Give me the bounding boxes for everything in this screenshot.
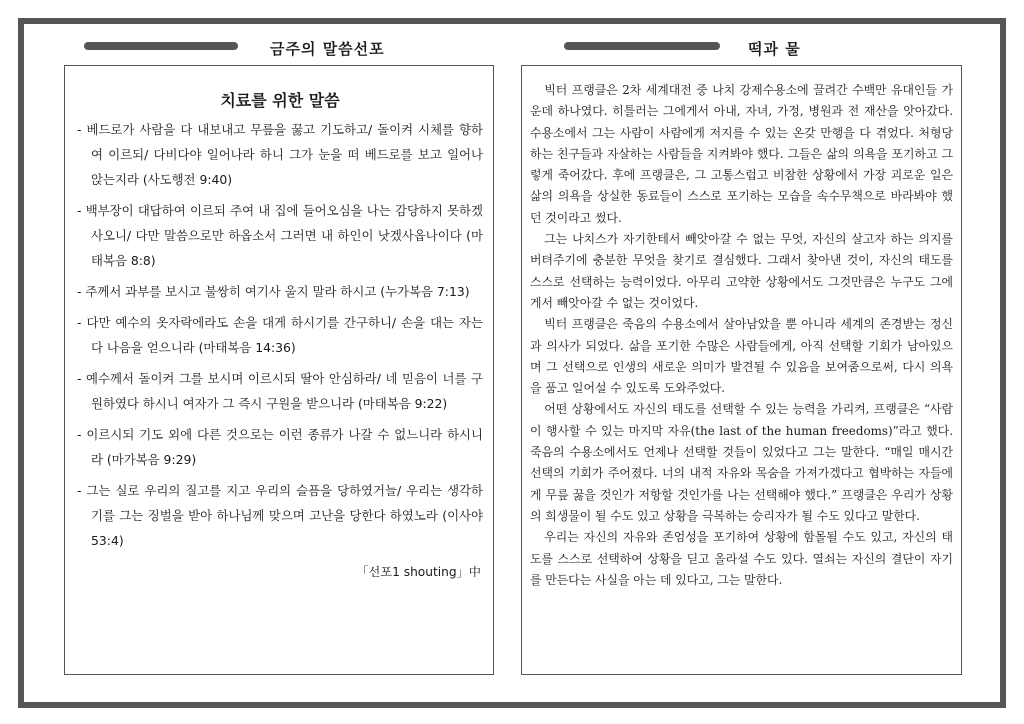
verse-item: - 다만 예수의 옷자락에라도 손을 대게 하시기를 간구하니/ 손을 대는 자는 다 나음을 얻으니라 (마태복음 14:36) bbox=[77, 315, 483, 355]
healing-verses-title: 치료를 위한 말씀 bbox=[220, 91, 340, 110]
healing-verses-box bbox=[64, 65, 494, 675]
verse-item: - 그는 실로 우리의 질고를 지고 우리의 슬픔을 당하였거늘/ 우리는 생각하기를 그는 징벌을 받아 하나님께 맞으며 고난을 당한다 하였노라 (이사야 53:4) bbox=[77, 483, 483, 548]
article-paragraph: 우리는 자신의 자유와 존엄성을 포기하여 상황에 함몰될 수도 있고, 자신의 태도를 스스로 선택하여 상황을 딛고 올라설 수도 있다. 열쇠는 자신의 결단이 자기를 만든다는 사실을 아는 데 있다고, 그는 말한다. bbox=[530, 530, 953, 587]
verse-item: - 베드로가 사람을 다 내보내고 무릎을 꿇고 기도하고/ 돌이켜 시체를 향하여 이르되/ 다비다야 일어나라 하니 그가 눈을 떠 베드로를 보고 일어나 앉는지라 (사도행전 9:40) bbox=[77, 122, 483, 187]
article-paragraph: 빅터 프랭클은 죽음의 수용소에서 살아남았을 뿐 아니라 세계의 존경받는 정신과 의사가 되었다. 삶을 포기한 수많은 사람들에게, 아직 선택할 기회가 남아있으며 그 선택으로 인생의 새로운 의미가 발견될 수 있음을 보여줌으로써, 다시 의욕을 품고 일어설 수 있도록 도와주었다. bbox=[530, 317, 953, 396]
article-paragraph: 그는 나치스가 자기한테서 빼앗아갈 수 없는 무엇, 자신의 살고자 하는 의지를 버텨주기에 충분한 무엇을 찾기로 결심했다. 그래서 찾아낸 것이, 자신의 태도를 스스로 선택하는 능력이었다. 아무리 고약한 상황에서도 그것만큼은 누구도 그에게서 빼앗아갈 수 없는 것이었다. bbox=[530, 232, 953, 310]
right-header-title: 떡과 물 bbox=[748, 40, 801, 58]
verse-item: - 백부장이 대답하여 이르되 주여 내 집에 들어오심을 나는 감당하지 못하겠사오니/ 다만 말씀으로만 하옵소서 그러면 내 하인이 낫겠사옵나이다 (마태복음 8:8) bbox=[77, 203, 483, 268]
article-paragraph: 빅터 프랭클은 2차 세계대전 중 나치 강제수용소에 끌려간 수백만 유대인들 가운데 하나였다. 히틀러는 그에게서 아내, 자녀, 가정, 병원과 전 재산을 앗아갔다. 수용소에서 그는 사람이 사람에게 저지를 수 있는 온갖 만행을 다 겪었다. 처형당하는 친구들과 자살하는 사람들을 지켜봐야 했다. 그들은 삶의 의욕을 포기하고 그렇게 죽어갔다. 후에 프랭클은, 그 고통스럽고 비참한 상황에서 가장 괴로운 일은 삶의 의욕을 상실한 동료들이 스스로 포기하는 모습을 속수무책으로 바라봐야 했던 것이라고 썼다. bbox=[530, 83, 953, 225]
article-box bbox=[521, 65, 962, 675]
article-paragraph: 어떤 상황에서도 자신의 태도를 선택할 수 있는 능력을 가리켜, 프랭클은 “사람이 행사할 수 있는 마지막 자유(the last of the human freedoms)”라고 했다. 죽음의 수용소에서도 언제나 선택할 것들이 있었다고 그는 말한다. “매일 매시간 선택의 기회가 주어졌다. 너의 내적 자유와 목숨을 가져가겠다고 협박하는 자들에게 무릎 꿇을 것인가 저항할 것인가를 나는 선택해야 했다.” 프랭클은 우리가 상황의 희생물이 될 수도 있고 상황을 극복하는 승리자가 될 수도 있다고 말한다. bbox=[530, 402, 953, 523]
verse-item: - 이르시되 기도 외에 다른 것으로는 이런 종류가 나갈 수 없느니라 하시니라 (마가복음 9:29) bbox=[77, 427, 483, 467]
verse-item: - 주께서 과부를 보시고 불쌍히 여기사 울지 말라 하시고 (누가복음 7:13) bbox=[77, 284, 470, 299]
left-header-bar bbox=[84, 42, 238, 50]
right-header-bar bbox=[564, 42, 720, 50]
verses-source: 「선포1 shouting」中 bbox=[356, 565, 481, 579]
left-header-title: 금주의 말씀선포 bbox=[270, 40, 385, 58]
verse-item: - 예수께서 돌이켜 그를 보시며 이르시되 딸아 안심하라/ 네 믿음이 너를 구원하였다 하시니 여자가 그 즉시 구원을 받으니라 (마태복음 9:22) bbox=[77, 371, 483, 411]
